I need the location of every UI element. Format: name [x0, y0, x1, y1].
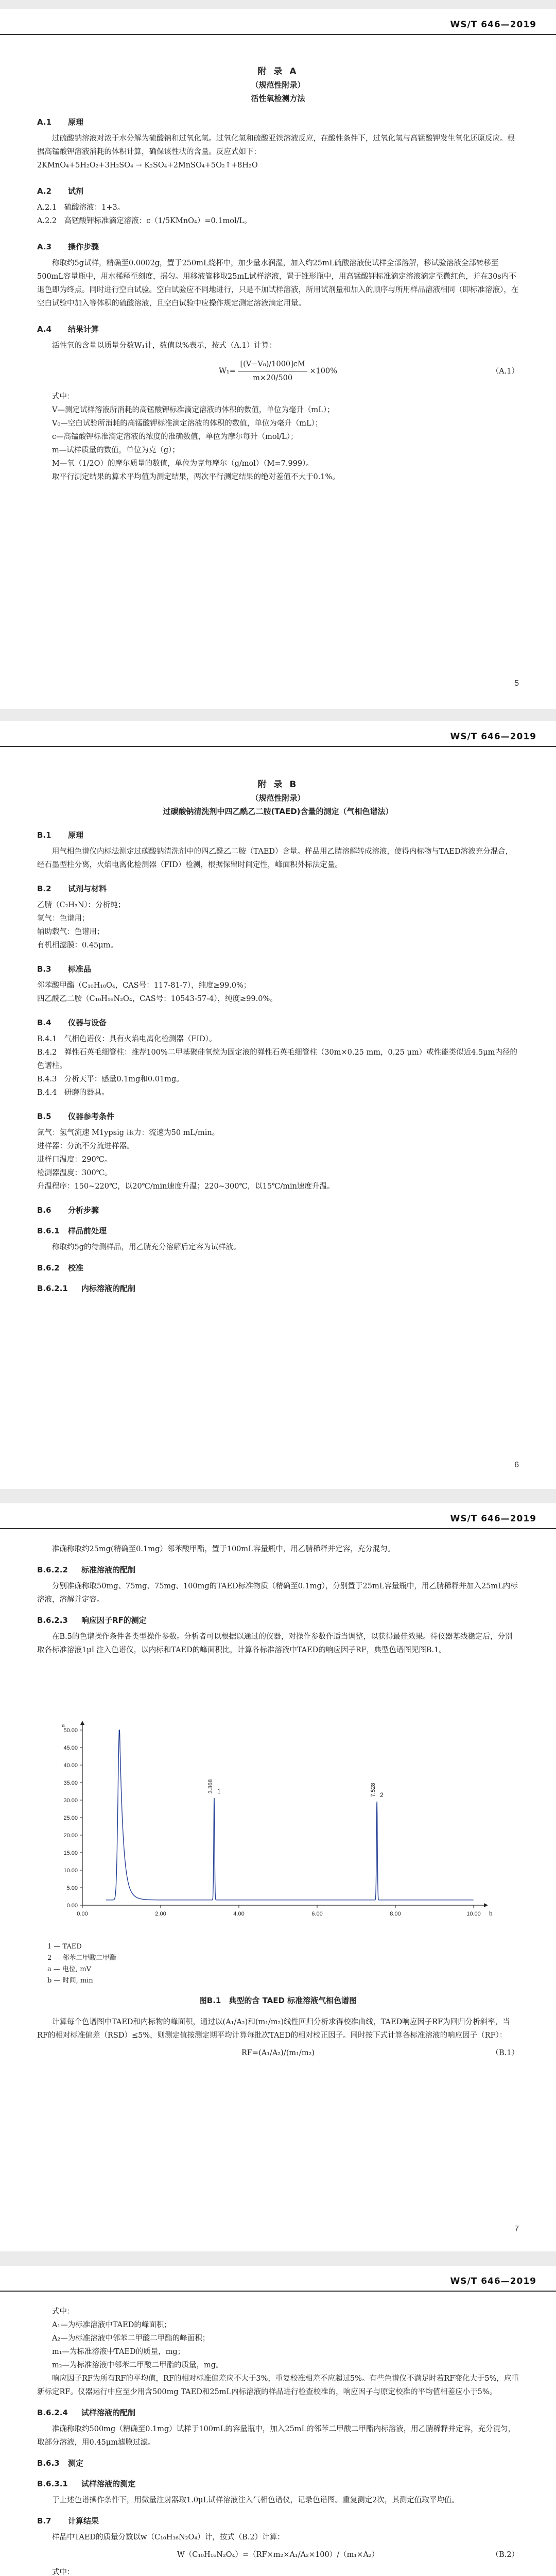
page-2	[0, 721, 556, 1489]
x-tick-label: 6.00	[311, 1911, 323, 1917]
b2-item: 氢气：色谱用；	[37, 914, 90, 923]
section-b631-text: 于上述色谱操作条件下，用微量注射器取1.0μL试样溶液注入气相色谱仪，记录色谱图。重复测定2次，其测定值取平均值。	[52, 2496, 459, 2504]
def-b1-0: A₁—为标准溶液中TAED的峰面积；	[52, 2321, 171, 2329]
header-rule	[0, 34, 556, 35]
def-a4-0: V—测定试样溶液所消耗的高锰酸钾标准滴定溶液的体积的数值，单位为毫升（mL）；	[52, 406, 335, 414]
reagent-a22: A.2.2 高锰酸钾标准滴定溶液：c（1/5KMnO₄）=0.1mol/L。	[37, 217, 252, 225]
section-b624-text: 准确称取约500mg（精确至0.1mg）试样于100mL的容量瓶中，加入25mL的邻苯二甲酸二甲酯内标溶液，用乙腈稀释并定容，充分混匀，取部分溶液，用0.45μm滤膜过滤。	[37, 2425, 516, 2447]
page-4	[0, 2266, 556, 2576]
header-rule	[0, 1528, 556, 1529]
section-b5-heading: B.5 仪器参考条件	[37, 1112, 115, 1121]
y-tick-label: 50.00	[63, 1727, 78, 1734]
peak-id-label: 1	[217, 1788, 221, 1795]
where-label: 式中：	[52, 393, 75, 401]
def-a4-4: M—氧（1/2O）的摩尔质量的数值，单位为克每摩尔（g/mol）（M=7.999）。	[52, 460, 314, 468]
x-tick-label: 8.00	[390, 1911, 401, 1917]
legend-item-b: b — 时间, min	[47, 1977, 93, 1985]
y-axis-arrow	[80, 1721, 84, 1725]
page-header-code: WS/T 646—2019	[450, 732, 536, 742]
chromatogram-chart	[46, 1720, 510, 1936]
peak-retention-label: 3.368	[207, 1779, 214, 1794]
def-b1-2: m₁—为标准溶液中TAED的质量，mg；	[52, 2348, 185, 2356]
section-a4-heading: A.4 结果计算	[37, 325, 99, 334]
legend-item-a: a — 电位, mV	[47, 1965, 91, 1973]
b5-item: 进样口温度：290℃。	[37, 1156, 112, 1164]
b5-item: 氮气：氢气流速 M1ypsig 压力：流速为50 mL/min。	[37, 1129, 220, 1137]
page-3	[0, 1503, 556, 2251]
appendix-title: 附 录 B	[257, 779, 299, 790]
section-b624-heading: B.6.2.4 试样溶液的配制	[37, 2408, 136, 2417]
section-b3-heading: B.3 标准品	[37, 964, 92, 974]
y-tick-label: 20.00	[63, 1833, 78, 1839]
formula-b1-number: （B.1）	[491, 2049, 519, 2057]
x-tick-label: 0.00	[77, 1911, 88, 1917]
y-tick-label: 30.00	[63, 1798, 78, 1804]
page-header-code: WS/T 646—2019	[450, 2276, 536, 2286]
y-tick-label: 15.00	[63, 1850, 78, 1856]
b2-item: 辅助载气：色谱用；	[37, 928, 105, 936]
reagent-a21: A.2.1 硫酸溶液：1+3。	[37, 204, 125, 212]
page-number: 6	[514, 1461, 519, 1469]
section-b61-text: 称取约5g的待测样品，用乙腈充分溶解后定容为试样液。	[52, 1243, 241, 1251]
b3-item: 四乙酰乙二胺（C₁₀H₁₆N₂O₄，CAS号：10543-57-4），纯度≥99.0%。	[37, 995, 277, 1003]
section-b631-heading: B.6.3.1 试样溶液的测定	[37, 2479, 136, 2488]
reaction-equation: 2KMnO₄+5H₂O₂+3H₂SO₄ → K₂SO₄+2MnSO₄+5O₂↑+8H₂O	[37, 161, 258, 170]
y-tick-label: 10.00	[63, 1868, 78, 1874]
x-tick-label: 4.00	[233, 1911, 245, 1917]
appendix-name: 活性氧检测方法	[251, 94, 305, 103]
def-b1-3: m₂—为标准溶液中邻苯二甲酸二甲酯的质量，mg。	[52, 2361, 223, 2369]
y-tick-label: 0.00	[66, 1903, 78, 1909]
b4-item: B.4.4 研磨的器具。	[37, 1089, 109, 1097]
b5-item: 进样器：分流不分流进样器。	[37, 1142, 134, 1150]
formula-b1: RF=(A₁/A₂)/(m₁/m₂) （B.1）	[37, 2046, 519, 2060]
y-tick-label: 5.00	[66, 1885, 78, 1891]
b2-item: 乙腈（C₂H₃N）：分析纯；	[37, 901, 126, 909]
peak-retention-label: 7.528	[370, 1783, 377, 1797]
x-axis-arrow	[484, 1903, 488, 1907]
legend-item-1: 1 — TAED	[47, 1943, 82, 1951]
page-1	[0, 9, 556, 709]
y-axis-letter: a	[62, 1721, 65, 1728]
b5-item: 检测器温度：300℃。	[37, 1169, 112, 1177]
page-number: 7	[514, 2225, 519, 2233]
appendix-type: （规范性附录）	[251, 80, 305, 90]
section-b62-heading: B.6.2 校准	[37, 1263, 84, 1273]
section-b1-heading: B.1 原理	[37, 831, 84, 840]
page-number: 5	[514, 679, 519, 688]
y-tick-label: 35.00	[63, 1780, 78, 1786]
section-b63-heading: B.6.3 测定	[37, 2459, 84, 2468]
b4-item: B.4.1 气相色谱仪：具有火焰电离化检测器（FID）。	[37, 1035, 217, 1043]
section-b1-text: 用气相色谱仪内标法测定过碳酸钠清洗剂中的四乙酰乙二胺（TAED）含量。样品用乙腈溶解转成溶液，使得内标物与TAED溶液充分混合，经石墨型柱分离，火焰电离化检测器（FID）检测，根据保留时间定性，峰面积外标法定量。	[37, 848, 513, 869]
internal-standard-text: 准确称取约25mg(精确至0.1mg）邻苯酸甲酯，置于100mL容量瓶中，用乙腈稀释并定容，充分混匀。	[52, 1545, 395, 1553]
chromatogram-trace	[106, 1730, 474, 1900]
header-rule	[0, 2291, 556, 2292]
formula-a1-number: （A.1）	[491, 367, 519, 376]
section-b623-heading: B.6.2.3 响应因子RF的测定	[37, 1616, 147, 1625]
section-a3-heading: A.3 操作步骤	[37, 242, 99, 251]
section-b621-heading: B.6.2.1 内标溶液的配制	[37, 1284, 136, 1293]
y-tick-label: 25.00	[63, 1815, 78, 1821]
section-b622-text: 分别准确称取50mg、75mg、75mg、100mg的TAED标准物质（精确至0.1mg），分别置于25mL容量瓶中，用乙腈稀释并加入25mL内标溶液，溶解并定容。	[37, 1582, 518, 1604]
section-a3-text: 称取约5g试样，精确至0.0002g，置于250mL烧杯中，加少量水润湿，加入约25mL硫酸溶液使试样全部溶解，移试验溶液全部转移至500mL容量瓶中，用水稀释至刻度，摇匀。用移液管移取25mL试样溶液，置于锥形瓶中，用高锰酸钾标准滴定溶液滴定至微红色，并在30s内不退色即为终点。同时进行空白试验。空白试验应不同地进行，只是不加试样溶液，所用试剂量和加入的顺序与所用样品溶液相同（即标准溶液），在空白试验中加入等体积的硫酸溶液，且空白试验中应操作规定测定溶液滴定用量。	[37, 259, 519, 308]
page-header-code: WS/T 646—2019	[450, 1514, 536, 1524]
section-b622-heading: B.6.2.2 标准溶液的配制	[37, 1565, 136, 1574]
figure-caption: 图B.1 典型的含 TAED 标准溶液气相色谱图	[199, 1996, 357, 2005]
section-b623-text: 在B.5的色谱操作条件各类型操作参数。分析者可以根据以通过的仪器，对操作参数作适当调整，以获得最佳效果。待仪器基线稳定后，分别取各标准溶液1μL注入色谱仪，以内标和TAED的峰面积比，计算各标准溶液中TAED的响应因子RF，典型色谱图见图B.1。	[37, 1633, 513, 1654]
def-a4-1: V₀—空白试验所消耗的高锰酸钾标准滴定溶液的体积的数值，单位为毫升（mL）；	[52, 419, 323, 428]
section-b7-heading: B.7 计算结果	[37, 2516, 99, 2526]
where-label: 式中：	[52, 2568, 75, 2576]
rf-text: 计算每个色谱图中TAED和内标物的峰面积，通过以(A₁/A₂)和(m₁/m₂)线性回归分析求得校准曲线，TAED响应因子RF为回归分析斜率，当RF的相对标准偏差（RSD）≤5%，则测定值按测定期平均计算每批次TAED的相对校正因子。同时按下式计算各标准溶液的响应因子（RF）：	[37, 2018, 510, 2040]
page-header-code: WS/T 646—2019	[450, 20, 536, 30]
def-b1-1: A₂—为标准溶液中邻苯二甲酸二甲酯的峰面积；	[52, 2334, 210, 2343]
section-b6-heading: B.6 分析步骤	[37, 1206, 99, 1215]
formula-a1: W₁= $\frac{\text{[(V−V₀)/1000]cM}}{m\times 20/500}$ ×100% （A.1）	[37, 358, 519, 385]
b2-item: 有机相滤膜：0.45μm。	[37, 941, 118, 950]
section-a4-intro: 活性氧的含量以质量分数W₁计，数值以%表示，按式（A.1）计算：	[52, 342, 276, 350]
section-a4-note: 取平行测定结果的算术平均值为测定结果，两次平行测定结果的绝对差值不大于0.1%。	[52, 473, 340, 481]
x-axis-letter: b	[489, 1909, 493, 1917]
x-tick-label: 2.00	[155, 1911, 166, 1917]
legend-item-2: 2 — 邻苯二甲酸二甲酯	[47, 1954, 116, 1962]
header-rule	[0, 746, 556, 747]
b5-item: 升温程序：150~220℃，以20℃/min速度升温；220~300℃，以15℃/min速度升温。	[37, 1182, 335, 1191]
section-a1-heading: A.1 原理	[37, 117, 84, 127]
section-b2-heading: B.2 试剂与材料	[37, 884, 107, 893]
rf-note: 响应因子RF为所有RF的平均值，RF的相对标准偏差应不大于3%，重复校准相差不应超过5%。有些色谱仪不满足时若RF变化大于5%，应重新标定RF。仪器运行中应至少用含500mg TAED和25mL内标溶液的样品进行检查校准的，响应因子与原定校准的平均值相差应小于5%。	[37, 2375, 519, 2396]
section-a2-heading: A.2 试剂	[37, 187, 84, 196]
appendix-title: 附 录 A	[257, 66, 299, 77]
appendix-type: （规范性附录）	[251, 793, 305, 803]
x-tick-label: 10.00	[466, 1911, 481, 1917]
y-tick-label: 40.00	[63, 1762, 78, 1769]
y-tick-label: 45.00	[63, 1745, 78, 1751]
def-a4-2: c—高锰酸钾标准滴定溶液的浓度的准确数值，单位为摩尔每升（mol/L）；	[52, 433, 298, 441]
section-b61-heading: B.6.1 样品前处理	[37, 1226, 107, 1235]
b3-item: 邻苯酸甲酯（C₁₀H₁₀O₄，CAS号：117-81-7），纯度≥99.0%；	[37, 981, 251, 990]
formula-b2: W（C₁₀H₁₆N₂O₄）=（RF×m₂×A₁/A₂×100）/（m₁×A₂） （B.2）	[37, 2548, 519, 2562]
def-a4-3: m—试样质量的数值，单位为克（g）；	[52, 446, 180, 454]
b4-item: B.4.2 弹性石英毛细管柱：推荐100%二甲基聚硅氧烷为固定液的弹性石英毛细管柱（30m×0.25 mm，0.25 μm）或性能类似近4.5μm内径的色谱柱。	[37, 1048, 517, 1070]
appendix-name: 过碳酸钠清洗剂中四乙酰乙二胺(TAED)含量的测定（气相色谱法）	[163, 807, 393, 816]
section-a1-text: 过硫酸钠溶液对浓于水分解为硫酸钠和过氧化氢。过氧化氢和硫酸亚铁溶液反应，在酸性条件下，过氧化氢与高锰酸钾发生氧化还原反应。根据高锰酸钾溶液消耗的体积计算，确保该性状的含量。反应式如下：	[37, 134, 515, 156]
b4-item: B.4.3 分析天平：感量0.1mg和0.01mg。	[37, 1075, 184, 1083]
peak-id-label: 2	[380, 1791, 384, 1799]
section-b4-heading: B.4 仪器与设备	[37, 1018, 107, 1027]
section-b7-intro: 样品中TAED的质量分数以w（C₁₀H₁₆N₂O₄）计，按式（B.2）计算：	[52, 2533, 285, 2541]
where-label: 式中：	[52, 2308, 75, 2316]
formula-b2-number: （B.2）	[491, 2551, 519, 2559]
